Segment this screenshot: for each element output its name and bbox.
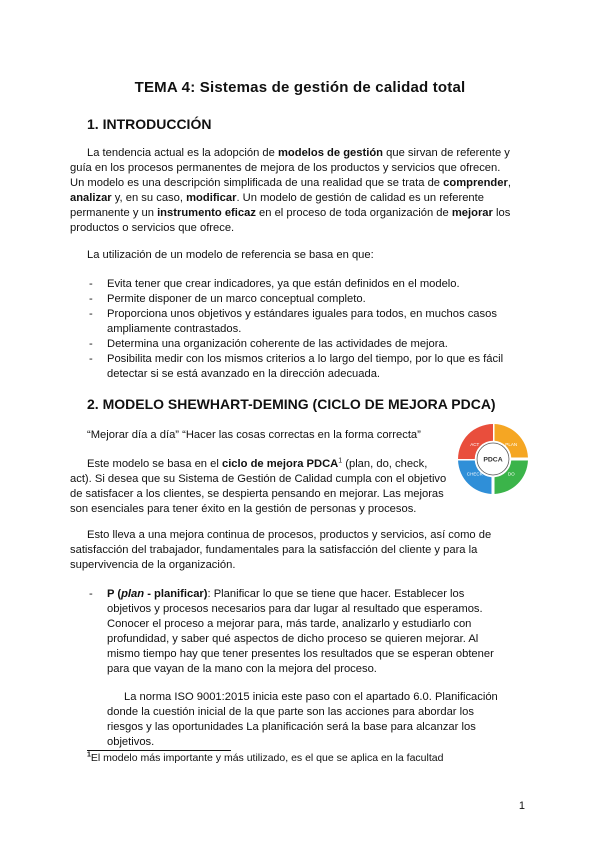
pdca-steps-list <box>70 587 510 677</box>
section-heading-introduccion: 1. INTRODUCCIÓN <box>87 116 212 132</box>
section-heading-pdca: 2. MODELO SHEWHART-DEMING (CICLO DE MEJORA PDCA) <box>87 396 496 412</box>
iso-paragraph: La norma ISO 9001:2015 inicia este paso con el apartado 6.0. Planificación donde la cuestión inicial de la que parte son las acciones para abordar los riesgos y las oportunidades La planificación será la base para alcanzar los objetivos. <box>107 691 498 748</box>
pdca-quote: “Mejorar día a día” “Hacer las cosas correctas en la forma correcta” <box>87 429 421 441</box>
pdca-cycle-diagram <box>455 421 531 497</box>
list-item: - Posibilita medir con los mismos criterios a lo largo del tiempo, por lo que es fácil detectar si se está avanzado en la dirección adecuada. <box>70 352 510 382</box>
do-label: DO <box>507 471 515 477</box>
reference-model-intro: La utilización de un modelo de referencia se basa en que: <box>87 249 374 261</box>
plan-label: PLAN <box>505 442 518 448</box>
list-item: - Evita tener que crear indicadores, ya que están definidos en el modelo. <box>70 277 510 292</box>
footnote-separator <box>87 750 231 751</box>
continuous-improvement-paragraph: Esto lleva a una mejora continua de procesos, productos y servicios, así como de satisfacción del trabajador, fundamentales para la satisfacción del cliente y para la supervivencia de la organización. <box>70 529 492 571</box>
plan-step-item: - P (plan - planificar): Planificar lo que se tiene que hacer. Establecer los objetivos y procesos necesarios para dar lugar al resultado que esperamos. Conocer el proceso a mejorar para, más tarde, analizarlo y estudiarlo con profundidad, y saber qué aspectos de dicho proceso se quieren mejorar. Al mismo tiempo hay que tener presentes los resultados que se esperan obtener para que vayan de la mano con la mejora del proceso. <box>70 587 510 677</box>
list-item: - Proporciona unos objetivos y estándares iguales para todos, en muchos casos ampliamente contrastados. <box>70 307 510 337</box>
intro-paragraph: La tendencia actual es la adopción de modelos de gestión que sirvan de referente y guía en los procesos permanentes de mejora de los productos y servicios que ofrecen. Un modelo es una descripción simplificada de una realidad que se trata de comprender, analizar y, en su caso, modificar. Un modelo de gestión de calidad es un referente permanente y un instrumento eficaz en el proceso de toda organización de mejorar los productos o servicios que ofrece. <box>70 147 511 234</box>
page-number: 1 <box>518 800 525 812</box>
check-label: CHECK <box>466 471 483 477</box>
pdca-center-label: PDCA <box>483 456 503 464</box>
footnote-reference: 1 <box>338 457 343 465</box>
act-label: ACT <box>470 442 480 448</box>
list-item: - Determina una organización coherente de las actividades de mejora. <box>70 337 510 352</box>
footnote: $^1$El modelo más importante y más utilizado, es el que se aplica en la facultad <box>87 751 444 764</box>
list-item: - Permite disponer de un marco conceptual completo. <box>70 292 510 307</box>
reference-model-list <box>70 277 510 382</box>
document-title: TEMA 4: Sistemas de gestión de calidad total <box>134 79 466 96</box>
pdca-paragraph: Este modelo se basa en el ciclo de mejora PDCA$^1$ (plan, do, check, act). Si desea que su Sistema de Gestión de Calidad cumpla con el objetivo de satisfacer a los clientes, se despierta pensando en mejorar. Las mejoras son esenciales para tener éxito en la gestión de personas y procesos. <box>70 457 447 515</box>
